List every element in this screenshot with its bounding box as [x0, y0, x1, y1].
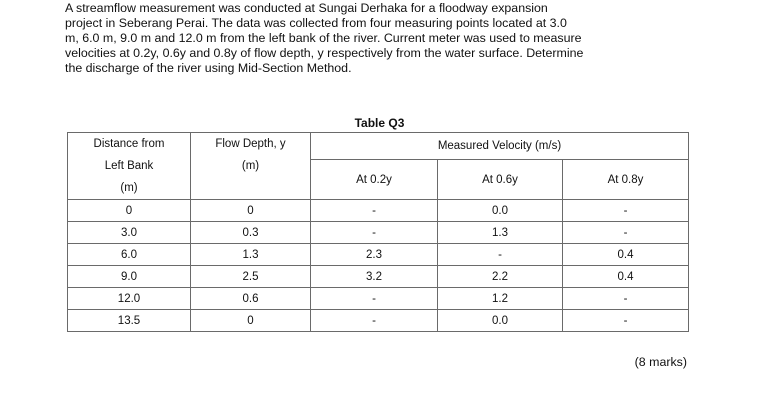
question-line: project in Seberang Perai. The data was collected from four measuring points located at 3.0 — [65, 16, 567, 30]
cell-v06: 0.0 — [438, 200, 563, 222]
cell-v02: - — [311, 288, 438, 310]
cell-v02: 2.3 — [311, 244, 438, 266]
question-line: m, 6.0 m, 9.0 m and 12.0 m from the left bank of the river. Current meter was used to measure — [65, 31, 582, 45]
cell-depth: 0 — [191, 200, 311, 222]
cell-v08: - — [563, 222, 689, 244]
cell-v06: 0.0 — [438, 310, 563, 332]
question-paragraph — [65, 1, 690, 76]
table-title: Table Q3 — [354, 116, 405, 130]
question-line: A streamflow measurement was conducted at Sungai Derhaka for a floodway expansion — [65, 1, 548, 15]
velocity-table — [67, 132, 689, 332]
header-velocity-group: Measured Velocity (m/s) — [311, 133, 689, 160]
marks-label: (8 marks) — [634, 355, 687, 369]
cell-distance: 3.0 — [68, 222, 191, 244]
table-row — [68, 310, 689, 332]
cell-v02: - — [311, 310, 438, 332]
cell-v08: - — [563, 310, 689, 332]
table-row — [68, 266, 689, 288]
table-row — [68, 222, 689, 244]
cell-v02: - — [311, 200, 438, 222]
cell-v06: 2.2 — [438, 266, 563, 288]
cell-v06: 1.2 — [438, 288, 563, 310]
header-distance-line: (m) — [120, 182, 138, 194]
table-row — [68, 288, 689, 310]
cell-depth: 2.5 — [191, 266, 311, 288]
cell-v02: - — [311, 222, 438, 244]
cell-v02: 3.2 — [311, 266, 438, 288]
header-v02: At 0.2y — [311, 160, 438, 200]
cell-distance: 0 — [68, 200, 191, 222]
cell-distance: 9.0 — [68, 266, 191, 288]
cell-distance: 12.0 — [68, 288, 191, 310]
cell-depth: 1.3 — [191, 244, 311, 266]
header-distance-line: Left Bank — [104, 160, 154, 172]
cell-distance: 13.5 — [68, 310, 191, 332]
cell-distance: 6.0 — [68, 244, 191, 266]
cell-depth: 0 — [191, 310, 311, 332]
header-depth-line: Flow Depth, y — [215, 138, 286, 150]
table-row — [68, 200, 689, 222]
cell-v08: - — [563, 200, 689, 222]
cell-v08: - — [563, 288, 689, 310]
header-depth — [191, 133, 311, 200]
header-distance — [68, 133, 191, 200]
header-v08: At 0.8y — [563, 160, 689, 200]
table-row — [68, 244, 689, 266]
question-line: velocities at 0.2y, 0.6y and 0.8y of flow depth, y respectively from the water surface. Determine — [65, 46, 584, 60]
header-depth-line: (m) — [241, 160, 260, 172]
cell-v06: 1.3 — [438, 222, 563, 244]
header-v06: At 0.6y — [438, 160, 563, 200]
cell-v06: - — [438, 244, 563, 266]
cell-v08: 0.4 — [563, 244, 689, 266]
question-line: the discharge of the river using Mid-Section Method. — [65, 61, 352, 75]
cell-depth: 0.6 — [191, 288, 311, 310]
header-distance-line: Distance from — [93, 138, 165, 150]
cell-depth: 0.3 — [191, 222, 311, 244]
cell-v08: 0.4 — [563, 266, 689, 288]
